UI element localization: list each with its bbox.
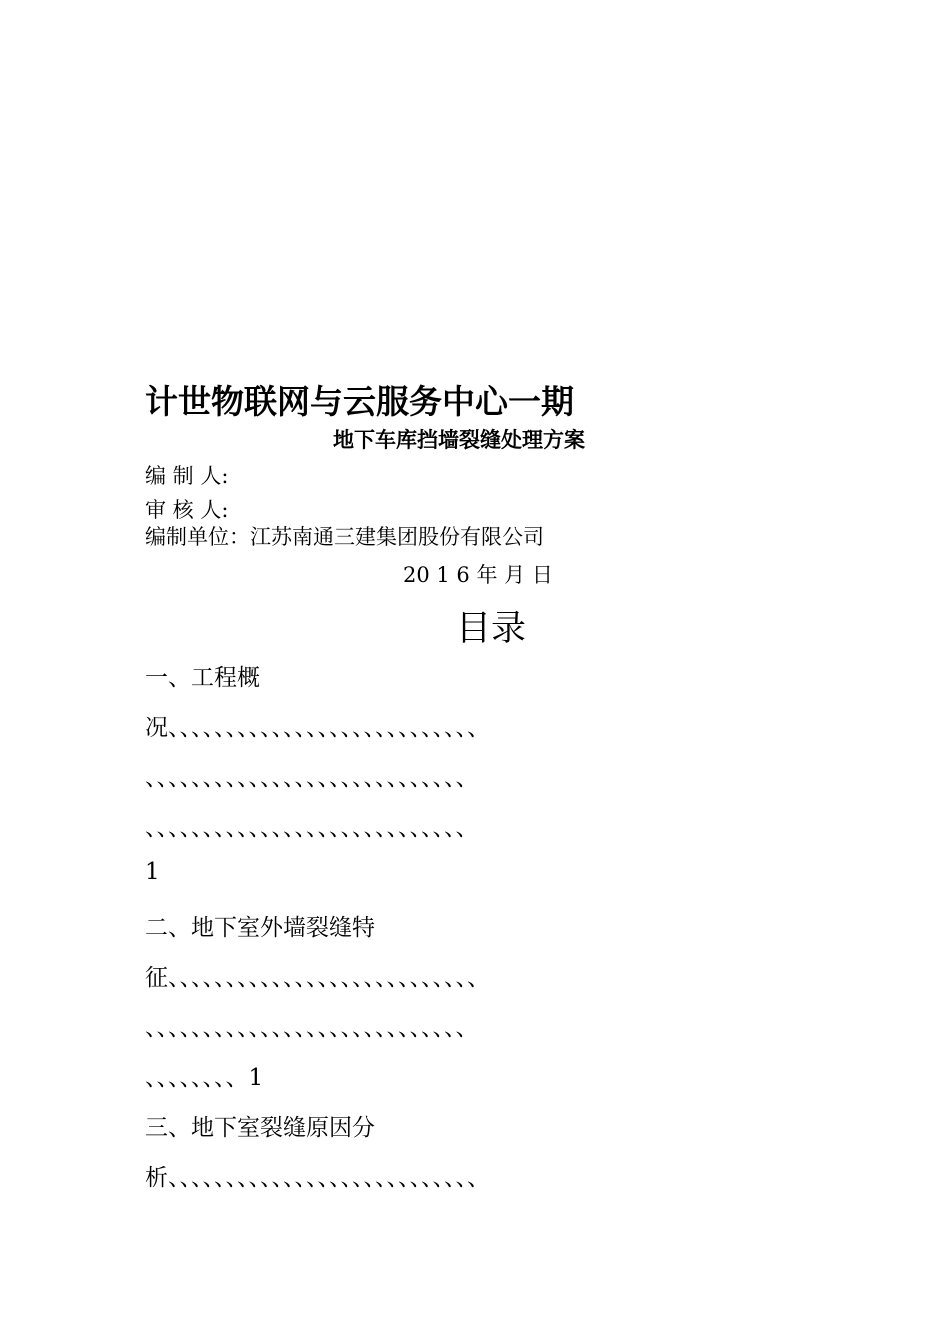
toc-line: 、、、、、、、、、、、、、、、、、、、、、、、、、、、、 [145,815,479,841]
organization-line: 编制单位：江苏南通三建集团股份有限公司 [145,525,544,549]
document-subtitle: 地下车库挡墙裂缝处理方案 [333,427,585,452]
toc-line: 、、、、、、、、1 [145,1065,264,1091]
toc-line: 析、、、、、、、、、、、、、、、、、、、、、、、、、、、 [145,1165,490,1191]
toc-line: 二、地下室外墙裂缝特 [145,915,375,941]
toc-line: 、、、、、、、、、、、、、、、、、、、、、、、、、、、、 [145,765,479,791]
toc-line: 况、、、、、、、、、、、、、、、、、、、、、、、、、、、 [145,715,490,741]
document-title: 计世物联网与云服务中心一期 [145,382,574,421]
toc-line: 征、、、、、、、、、、、、、、、、、、、、、、、、、、、 [145,965,490,991]
date-line: 20 1 6 年 月 日 [403,563,553,587]
toc-line: 、、、、、、、、、、、、、、、、、、、、、、、、、、、、 [145,1015,479,1041]
editor-label: 编 制 人: [145,464,229,488]
toc-heading: 目录 [456,609,527,649]
toc-page-number: 1 [145,859,160,885]
toc-line: 三、地下室裂缝原因分 [145,1115,375,1141]
reviewer-label: 审 核 人: [145,498,229,522]
toc-line: 一、工程概 [145,665,260,691]
